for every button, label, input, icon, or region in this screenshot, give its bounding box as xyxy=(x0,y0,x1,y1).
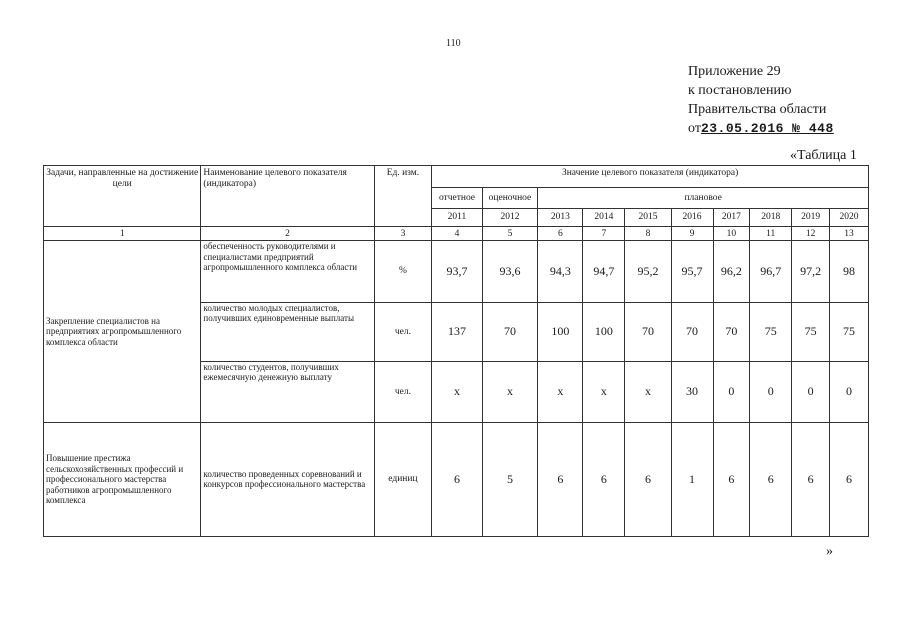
page-number: 110 xyxy=(446,38,461,49)
header-tasks: Задачи, направленные на достижение цели xyxy=(44,166,201,227)
unit-cell: чел. xyxy=(374,302,432,361)
value-cell: 95,7 xyxy=(671,241,713,302)
decree-date-number: 23.05.2016 № 448 xyxy=(700,121,834,136)
year-cell: 2016 xyxy=(671,208,713,226)
task-cell: Закрепление специалистов на предприятиях агропромышленного комплекса области xyxy=(44,241,201,422)
column-number: 1 xyxy=(44,227,201,241)
value-cell: 93,6 xyxy=(482,241,538,302)
value-cell: 100 xyxy=(538,302,583,361)
header-value: Значение целевого показателя (индикатора) xyxy=(432,166,869,188)
year-cell: 2013 xyxy=(538,208,583,226)
value-cell: 100 xyxy=(583,302,625,361)
table-label: «Таблица 1 xyxy=(790,148,857,163)
task-cell: Повышение престижа сельскохозяйственных профессий и профессионального мастерства работников агропромышленного комплекса xyxy=(44,422,201,536)
year-cell: 2017 xyxy=(713,208,750,226)
header-unit: Ед. изм. xyxy=(374,166,432,227)
value-cell: 98 xyxy=(829,241,868,302)
value-cell: 94,7 xyxy=(583,241,625,302)
indicator-cell: количество проведенных соревнований и конкурсов профессионального мастерства xyxy=(201,422,374,536)
value-cell: 97,2 xyxy=(792,241,830,302)
year-cell: 2014 xyxy=(583,208,625,226)
column-number: 9 xyxy=(671,227,713,241)
value-cell: 70 xyxy=(482,302,538,361)
header-reported: отчетное xyxy=(432,188,482,208)
indicator-table xyxy=(43,165,869,537)
value-cell: 75 xyxy=(750,302,792,361)
column-number: 13 xyxy=(829,227,868,241)
value-cell: 6 xyxy=(792,422,830,536)
unit-cell: % xyxy=(374,241,432,302)
indicator-cell: обеспеченность руководителями и специалистами предприятий агропромышленного комплекса области xyxy=(201,241,374,302)
value-cell: 6 xyxy=(538,422,583,536)
value-cell: 1 xyxy=(671,422,713,536)
column-number: 11 xyxy=(750,227,792,241)
indicator-cell: количество студентов, получивших ежемесячную денежную выплату xyxy=(201,361,374,422)
column-number: 5 xyxy=(482,227,538,241)
value-cell: 6 xyxy=(432,422,482,536)
appendix-line-4 xyxy=(688,119,834,138)
value-cell: 95,2 xyxy=(625,241,671,302)
value-cell: 5 xyxy=(482,422,538,536)
column-number: 4 xyxy=(432,227,482,241)
value-cell: 70 xyxy=(713,302,750,361)
value-cell: 6 xyxy=(583,422,625,536)
value-cell: 6 xyxy=(713,422,750,536)
year-cell: 2011 xyxy=(432,208,482,226)
value-cell: 6 xyxy=(625,422,671,536)
column-number: 10 xyxy=(713,227,750,241)
column-number: 6 xyxy=(538,227,583,241)
header-estimated: оценочное xyxy=(482,188,538,208)
value-cell: 75 xyxy=(792,302,830,361)
value-cell: 137 xyxy=(432,302,482,361)
column-number: 12 xyxy=(792,227,830,241)
value-cell: 96,7 xyxy=(750,241,792,302)
indicator-cell: количество молодых специалистов, получивших единовременные выплаты xyxy=(201,302,374,361)
value-cell: 6 xyxy=(750,422,792,536)
year-cell: 2012 xyxy=(482,208,538,226)
value-cell: 0 xyxy=(750,361,792,422)
value-cell: 6 xyxy=(829,422,868,536)
value-cell: x xyxy=(625,361,671,422)
appendix-line-1: Приложение 29 xyxy=(688,64,781,79)
year-cell: 2015 xyxy=(625,208,671,226)
column-number: 3 xyxy=(374,227,432,241)
header-indicator: Наименование целевого показателя (индикатора) xyxy=(201,166,374,227)
value-cell: x xyxy=(482,361,538,422)
value-cell: 96,2 xyxy=(713,241,750,302)
appendix-line-3: Правительства области xyxy=(688,102,827,117)
appendix-header xyxy=(688,62,834,138)
value-cell: 93,7 xyxy=(432,241,482,302)
column-number: 7 xyxy=(583,227,625,241)
unit-cell: чел. xyxy=(374,361,432,422)
column-number: 8 xyxy=(625,227,671,241)
value-cell: 0 xyxy=(713,361,750,422)
unit-cell: единиц xyxy=(374,422,432,536)
year-cell: 2019 xyxy=(792,208,830,226)
value-cell: 70 xyxy=(625,302,671,361)
value-cell: 75 xyxy=(829,302,868,361)
value-cell: x xyxy=(583,361,625,422)
date-prefix: от xyxy=(688,121,701,136)
appendix-line-2: к постановлению xyxy=(688,83,792,98)
value-cell: 0 xyxy=(829,361,868,422)
value-cell: x xyxy=(432,361,482,422)
closing-quote: » xyxy=(826,544,833,559)
column-number: 2 xyxy=(201,227,374,241)
value-cell: 94,3 xyxy=(538,241,583,302)
value-cell: 70 xyxy=(671,302,713,361)
value-cell: 30 xyxy=(671,361,713,422)
year-cell: 2020 xyxy=(829,208,868,226)
year-cell: 2018 xyxy=(750,208,792,226)
header-planned: плановое xyxy=(538,188,869,208)
value-cell: 0 xyxy=(792,361,830,422)
value-cell: x xyxy=(538,361,583,422)
